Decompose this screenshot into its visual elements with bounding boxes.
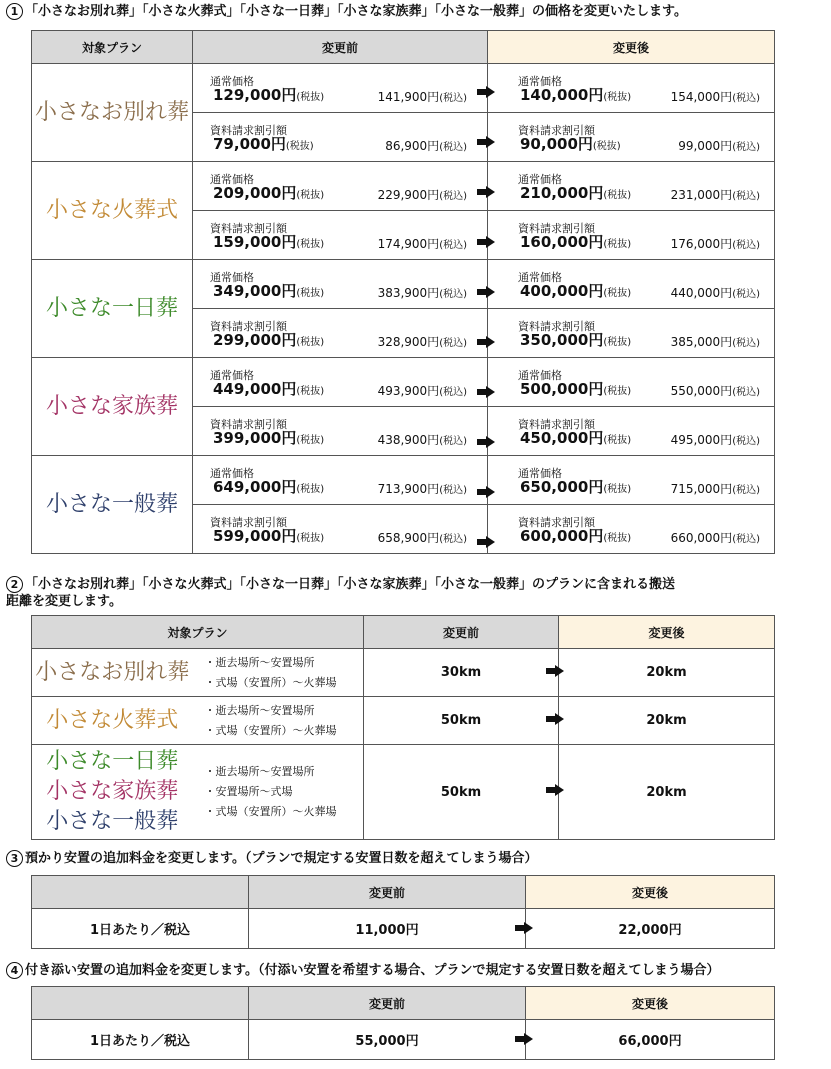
price-after-incl <box>678 137 760 154</box>
plan-name-owakare: 小さなお別れ葬 <box>32 64 193 162</box>
price-before-incl <box>378 382 467 399</box>
price-header-before: 変更前 <box>193 31 488 64</box>
section2-title-line2: 距離を変更します。 <box>6 594 122 609</box>
amount-incl: 550,000円 <box>670 384 733 398</box>
tax-incl-label: (税込) <box>439 240 467 251</box>
section3-number: 3 <box>6 850 23 867</box>
price-before <box>213 427 324 448</box>
route-item: ・逝去場所〜安置場所 <box>204 655 315 669</box>
price-after <box>520 133 621 154</box>
price-label: 資料請求割引額 <box>518 124 595 137</box>
amount: 500,000円 <box>520 380 604 398</box>
storage-header-before: 変更前 <box>249 876 526 909</box>
route-item: ・式場（安置所）〜火葬場 <box>204 675 337 689</box>
attendance-fee-before: 55,000円 <box>249 1020 526 1060</box>
per-day-label: 1日あたり／税込 <box>32 909 249 949</box>
price-label: 資料請求割引額 <box>210 418 287 431</box>
distance-after: 20km <box>559 745 775 840</box>
price-after-incl <box>671 382 760 399</box>
tax-incl-label: (税込) <box>732 534 760 545</box>
transport-route-list <box>193 697 364 745</box>
price-after-incl <box>671 88 760 105</box>
tax-excl-label: (税抜) <box>296 337 325 348</box>
amount: 600,000円 <box>520 527 604 545</box>
price-label: 通常価格 <box>210 467 254 480</box>
amount-incl: 493,900円 <box>377 384 440 398</box>
storage-fee-table <box>31 875 775 949</box>
price-before <box>213 378 324 399</box>
amount: 160,000円 <box>520 233 604 251</box>
section4-title: 付き添い安置の追加料金を変更します。（付添い安置を希望する場合、プランで規定する安置日数を超えてしまう場合） <box>25 963 720 978</box>
price-before <box>213 231 324 252</box>
distance-header-before: 変更前 <box>364 616 559 649</box>
tax-incl-label: (税込) <box>439 338 467 349</box>
tax-excl-label: (税抜) <box>285 141 314 152</box>
price-before <box>213 182 324 203</box>
price-after <box>520 378 631 399</box>
tax-incl-label: (税込) <box>732 191 760 202</box>
section3-title: 預かり安置の追加料金を変更します。（プランで規定する安置日数を超えてしまう場合） <box>25 851 538 866</box>
plan-name-ichinichi: 小さな一日葬 <box>32 260 193 358</box>
attendance-fee-after: 66,000円 <box>526 1020 775 1060</box>
tax-incl-label: (税込) <box>732 485 760 496</box>
price-before <box>213 329 324 350</box>
amount-incl: 328,900円 <box>377 335 440 349</box>
price-label: 資料請求割引額 <box>210 516 287 529</box>
tax-incl-label: (税込) <box>439 289 467 300</box>
price-after-incl <box>671 333 760 350</box>
amount-incl: 495,000円 <box>670 433 733 447</box>
distance-before: 30km <box>364 649 559 697</box>
route-item: ・式場（安置所）〜火葬場 <box>204 723 337 737</box>
amount-incl: 154,000円 <box>670 90 733 104</box>
price-label: 資料請求割引額 <box>210 124 287 137</box>
tax-excl-label: (税抜) <box>296 386 325 397</box>
amount: 90,000円 <box>520 135 593 153</box>
plan-name-owakare: 小さなお別れ葬 <box>32 649 193 697</box>
price-after-incl <box>671 431 760 448</box>
amount: 449,000円 <box>213 380 297 398</box>
distance-header-after: 変更後 <box>559 616 775 649</box>
price-label: 通常価格 <box>518 271 562 284</box>
price-after <box>520 476 631 497</box>
plan-name-kazoku: 小さな家族葬 <box>46 779 179 804</box>
price-before-incl <box>378 480 467 497</box>
price-label: 通常価格 <box>210 271 254 284</box>
distance-header-plan: 対象プラン <box>32 616 364 649</box>
price-label: 資料請求割引額 <box>518 418 595 431</box>
route-item: ・式場（安置所）〜火葬場 <box>204 805 337 818</box>
price-before-incl <box>378 529 467 546</box>
amount: 349,000円 <box>213 282 297 300</box>
plan-name-ichinichi: 小さな一日葬 <box>46 749 179 774</box>
route-item: ・逝去場所〜安置場所 <box>204 765 315 778</box>
section4-heading <box>6 962 719 979</box>
plan-name-kasou: 小さな火葬式 <box>32 697 193 745</box>
tax-excl-label: (税抜) <box>296 484 325 495</box>
transport-route-list <box>193 745 364 840</box>
plan-name-group <box>32 745 193 840</box>
plan-name-ippan: 小さな一般葬 <box>46 809 179 834</box>
tax-excl-label: (税抜) <box>603 337 632 348</box>
tax-incl-label: (税込) <box>732 142 760 153</box>
tax-incl-label: (税込) <box>732 338 760 349</box>
attendance-fee-table <box>31 986 775 1060</box>
section2-title-line1: 「小さなお別れ葬」「小さな火葬式」「小さな一日葬」「小さな家族葬」「小さな一般葬」のプランに含まれる搬送 <box>25 577 676 592</box>
price-label: 資料請求割引額 <box>210 222 287 235</box>
amount: 399,000円 <box>213 429 297 447</box>
price-table <box>31 30 775 554</box>
section4-number: 4 <box>6 962 23 979</box>
amount: 599,000円 <box>213 527 297 545</box>
price-label: 資料請求割引額 <box>518 516 595 529</box>
price-before-incl <box>378 431 467 448</box>
price-before-incl <box>385 137 467 154</box>
amount: 350,000円 <box>520 331 604 349</box>
section2-number: 2 <box>6 576 23 593</box>
tax-incl-label: (税込) <box>439 534 467 545</box>
distance-before: 50km <box>364 697 559 745</box>
amount-incl: 86,900円 <box>385 139 440 153</box>
price-header-plan: 対象プラン <box>32 31 193 64</box>
price-before <box>213 280 324 301</box>
amount: 299,000円 <box>213 331 297 349</box>
tax-excl-label: (税抜) <box>296 533 325 544</box>
price-before <box>213 133 314 154</box>
price-after-incl <box>671 529 760 546</box>
price-header-after: 変更後 <box>488 31 775 64</box>
plan-name-kazoku: 小さな家族葬 <box>32 358 193 456</box>
tax-incl-label: (税込) <box>732 387 760 398</box>
price-after <box>520 329 631 350</box>
amount-incl: 660,000円 <box>670 531 733 545</box>
amount: 129,000円 <box>213 86 297 104</box>
tax-excl-label: (税抜) <box>603 288 632 299</box>
price-before-incl <box>378 284 467 301</box>
price-label: 通常価格 <box>518 369 562 382</box>
tax-excl-label: (税抜) <box>603 435 632 446</box>
distance-after: 20km <box>559 697 775 745</box>
amount-incl: 385,000円 <box>670 335 733 349</box>
price-before-incl <box>378 88 467 105</box>
tax-incl-label: (税込) <box>732 436 760 447</box>
amount: 209,000円 <box>213 184 297 202</box>
price-label: 通常価格 <box>210 173 254 186</box>
price-label: 資料請求割引額 <box>210 320 287 333</box>
price-label: 通常価格 <box>518 467 562 480</box>
tax-excl-label: (税抜) <box>603 239 632 250</box>
price-after-incl <box>671 186 760 203</box>
price-before-incl <box>378 333 467 350</box>
tax-incl-label: (税込) <box>732 240 760 251</box>
section2-heading <box>6 576 675 610</box>
section1-heading <box>6 3 687 20</box>
price-before-incl <box>378 235 467 252</box>
attendance-header-after: 変更後 <box>526 987 775 1020</box>
plan-name-kasou: 小さな火葬式 <box>32 162 193 260</box>
amount-incl: 176,000円 <box>670 237 733 251</box>
tax-incl-label: (税込) <box>732 289 760 300</box>
price-after <box>520 427 631 448</box>
tax-incl-label: (税込) <box>732 93 760 104</box>
price-label: 通常価格 <box>210 369 254 382</box>
price-before <box>213 525 324 546</box>
attendance-header-before: 変更前 <box>249 987 526 1020</box>
tax-incl-label: (税込) <box>439 485 467 496</box>
amount: 210,000円 <box>520 184 604 202</box>
amount: 140,000円 <box>520 86 604 104</box>
tax-excl-label: (税抜) <box>296 190 325 201</box>
amount: 400,000円 <box>520 282 604 300</box>
price-label: 通常価格 <box>518 173 562 186</box>
tax-excl-label: (税抜) <box>296 435 325 446</box>
price-after <box>520 182 631 203</box>
storage-fee-before: 11,000円 <box>249 909 526 949</box>
price-after <box>520 280 631 301</box>
price-before <box>213 84 324 105</box>
transport-route-list <box>193 649 364 697</box>
tax-excl-label: (税抜) <box>603 92 632 103</box>
amount: 650,000円 <box>520 478 604 496</box>
tax-incl-label: (税込) <box>439 191 467 202</box>
route-item: ・逝去場所〜安置場所 <box>204 703 315 717</box>
amount-incl: 229,900円 <box>377 188 440 202</box>
tax-excl-label: (税抜) <box>296 288 325 299</box>
section1-title: 「小さなお別れ葬」「小さな火葬式」「小さな一日葬」「小さな家族葬」「小さな一般葬」の価格を変更いたします。 <box>25 4 687 19</box>
price-after-incl <box>671 284 760 301</box>
price-label: 資料請求割引額 <box>518 222 595 235</box>
attendance-header-blank <box>32 987 249 1020</box>
per-day-label: 1日あたり／税込 <box>32 1020 249 1060</box>
tax-excl-label: (税抜) <box>603 484 632 495</box>
price-after <box>520 525 631 546</box>
tax-excl-label: (税抜) <box>296 92 325 103</box>
amount: 649,000円 <box>213 478 297 496</box>
amount-incl: 438,900円 <box>377 433 440 447</box>
amount: 79,000円 <box>213 135 286 153</box>
price-label: 通常価格 <box>210 75 254 88</box>
plan-name-ippan: 小さな一般葬 <box>32 456 193 554</box>
amount-incl: 174,900円 <box>377 237 440 251</box>
amount: 159,000円 <box>213 233 297 251</box>
amount-incl: 99,000円 <box>678 139 733 153</box>
amount-incl: 715,000円 <box>670 482 733 496</box>
tax-incl-label: (税込) <box>439 436 467 447</box>
route-item: ・安置場所〜式場 <box>204 785 293 798</box>
storage-fee-after: 22,000円 <box>526 909 775 949</box>
amount-incl: 231,000円 <box>670 188 733 202</box>
price-label: 資料請求割引額 <box>518 320 595 333</box>
tax-excl-label: (税抜) <box>592 141 621 152</box>
price-before <box>213 476 324 497</box>
tax-incl-label: (税込) <box>439 387 467 398</box>
tax-incl-label: (税込) <box>439 142 467 153</box>
price-after-incl <box>671 480 760 497</box>
tax-excl-label: (税抜) <box>603 533 632 544</box>
price-before-incl <box>378 186 467 203</box>
tax-incl-label: (税込) <box>439 93 467 104</box>
amount-incl: 658,900円 <box>377 531 440 545</box>
amount-incl: 141,900円 <box>377 90 440 104</box>
distance-table <box>31 615 775 840</box>
price-after-incl <box>671 235 760 252</box>
tax-excl-label: (税抜) <box>603 190 632 201</box>
distance-before: 50km <box>364 745 559 840</box>
price-after <box>520 231 631 252</box>
amount-incl: 383,900円 <box>377 286 440 300</box>
section3-heading <box>6 850 537 867</box>
storage-header-blank <box>32 876 249 909</box>
price-label: 通常価格 <box>518 75 562 88</box>
amount-incl: 440,000円 <box>670 286 733 300</box>
storage-header-after: 変更後 <box>526 876 775 909</box>
tax-excl-label: (税抜) <box>296 239 325 250</box>
amount: 450,000円 <box>520 429 604 447</box>
amount-incl: 713,900円 <box>377 482 440 496</box>
section1-number: 1 <box>6 3 23 20</box>
tax-excl-label: (税抜) <box>603 386 632 397</box>
price-after <box>520 84 631 105</box>
distance-after: 20km <box>559 649 775 697</box>
